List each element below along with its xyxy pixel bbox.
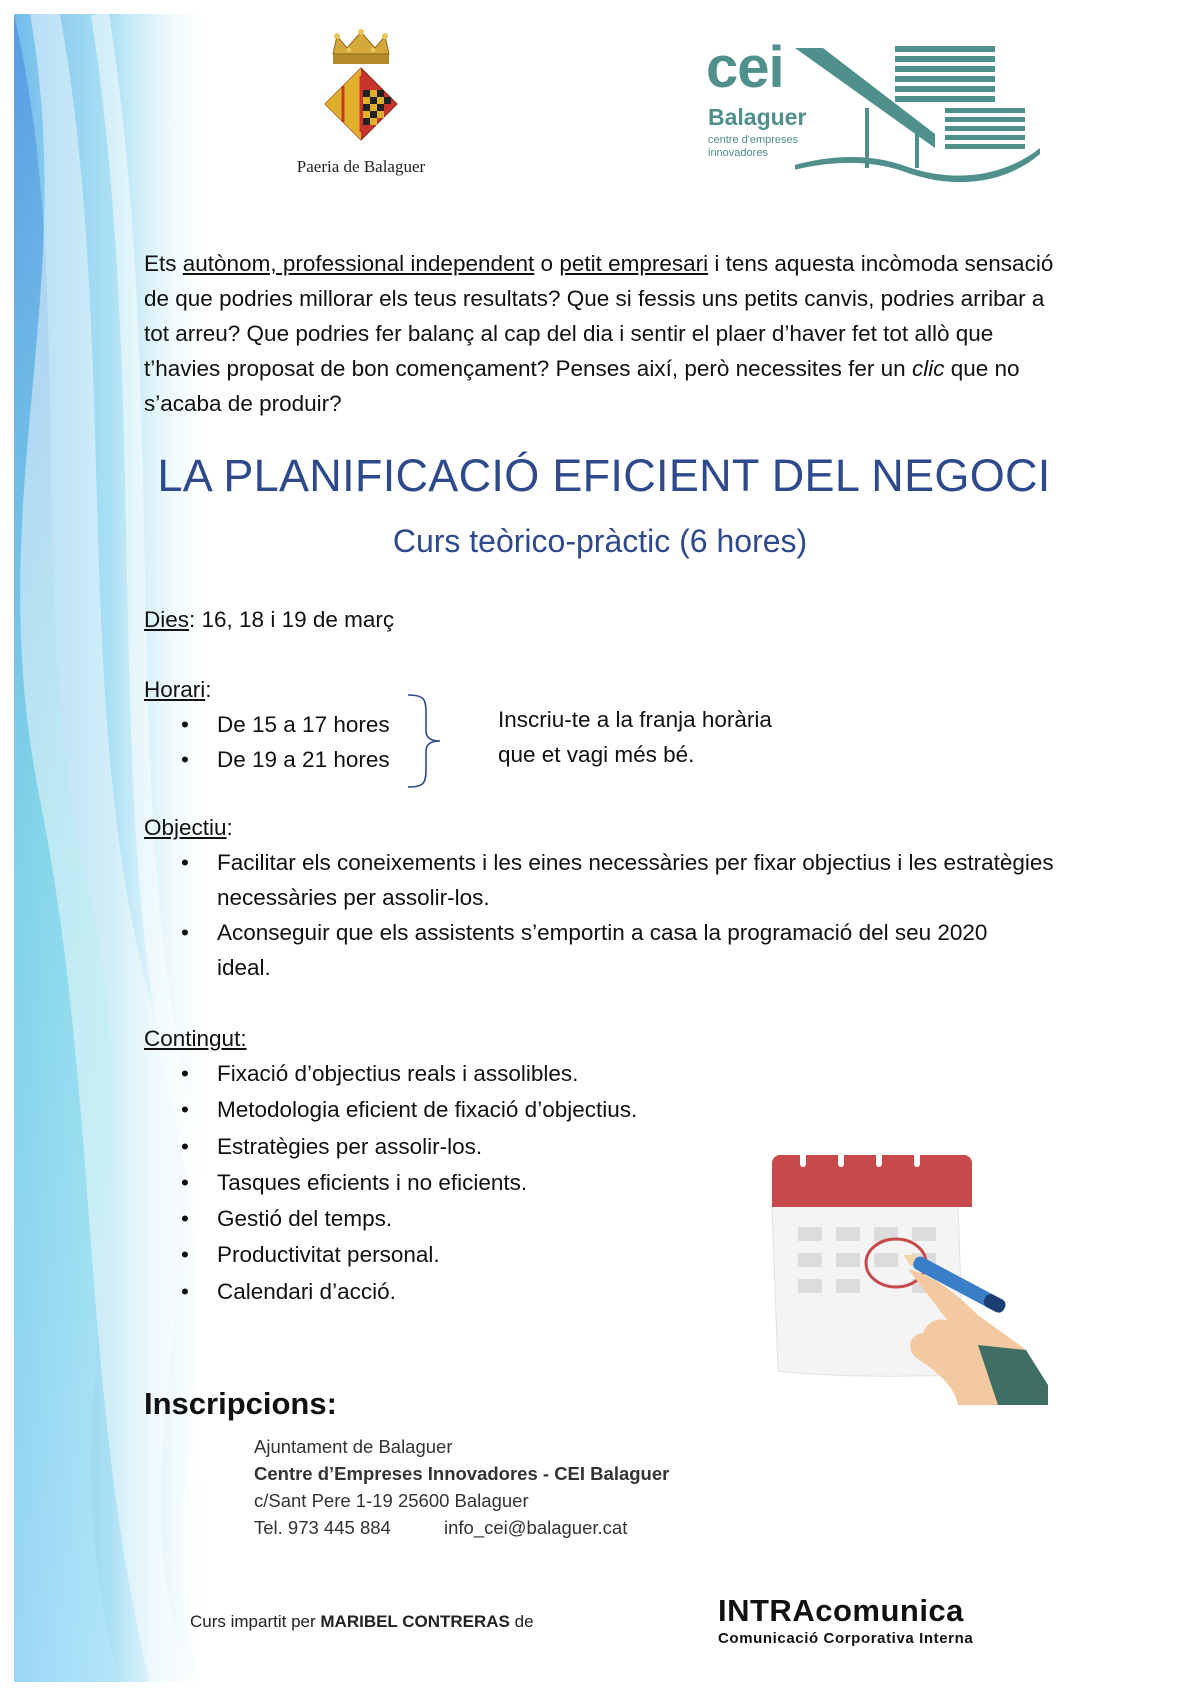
inscripcions-contact <box>254 1433 669 1541</box>
intro-text: que no s’acaba de produir? <box>144 356 1020 416</box>
list-item: • Facilitar els coneixements i les eines necessàries per fixar objectius i les estratègies necessàries per assolir-los. <box>144 845 1064 915</box>
objectiu-label: Objectiu <box>144 815 227 840</box>
paeria-logo <box>286 28 436 177</box>
cei-subtitle-line-1: centre d'empreses <box>708 134 799 146</box>
list-item: • Metodologia eficient de fixació d’objectius. <box>144 1092 637 1128</box>
intro-underline-autonom: autònom, professional independent <box>182 251 535 276</box>
contingut-list <box>144 1056 637 1310</box>
franja-note-line-1: Inscriu-te a la franja horària <box>498 707 772 732</box>
list-item: • Fixació d’objectius reals i assolibles. <box>144 1056 637 1092</box>
dies-label: Dies <box>144 607 190 632</box>
footer-credit-name: MARIBEL CONTRERAS <box>320 1612 510 1631</box>
coat-of-arms-icon <box>321 28 401 148</box>
footer-credit-prefix: Curs impartit per <box>190 1612 321 1631</box>
list-item: • Gestió del temps. <box>144 1201 637 1237</box>
inscripcions-phone-row <box>254 1514 669 1541</box>
list-item: • Productivitat personal. <box>144 1237 637 1273</box>
list-item: • Tasques eficients i no eficients. <box>144 1165 637 1201</box>
horari-list <box>144 707 390 777</box>
dies-section <box>144 602 394 637</box>
franja-note-line-2: que et vagi més bé. <box>498 742 695 767</box>
cei-word: cei <box>706 35 784 100</box>
inscripcions-email[interactable]: info_cei@balaguer.cat <box>444 1517 628 1538</box>
inscripcions-line-2: Centre d’Empreses Innovadores - CEI Balaguer <box>254 1463 670 1484</box>
inscripcions-address: c/Sant Pere 1-19 25600 Balaguer <box>254 1490 529 1511</box>
cei-city: Balaguer <box>708 104 807 130</box>
objectiu-section: Objectiu: • Facilitar els coneixements i les eines necessàries per fixar objectius i les estratègies necessàries per assolir-los. • Aconseguir que els assistents s’emportin a casa la programació del seu 2020 ideal. <box>144 810 1064 985</box>
right-brace-icon <box>406 693 446 789</box>
intro-paragraph <box>144 246 1064 421</box>
inscripcions-phone: Tel. 973 445 884 <box>254 1517 391 1538</box>
contingut-label: Contingut: <box>144 1026 247 1051</box>
list-item: • Calendari d’acció. <box>144 1274 637 1310</box>
horari-section: Horari: • De 15 a 17 hores • De 19 a 21 hores <box>144 672 390 777</box>
page-subtitle: Curs teòrico-pràctic (6 hores) <box>392 523 808 559</box>
building-icon <box>795 38 1040 188</box>
footer-credit <box>190 1612 534 1632</box>
franja-note <box>498 702 858 772</box>
list-item: • Aconseguir que els assistents s’emportin a casa la programació del seu 2020 ideal. <box>144 915 1064 985</box>
intro-underline-empresari: petit empresari <box>559 251 709 276</box>
cei-subtitle-line-2: innovadores <box>708 147 768 159</box>
paeria-name: Paeria de Balaguer <box>296 157 426 176</box>
intro-italic-clic: clic <box>911 356 945 381</box>
objectiu-list <box>144 845 1064 985</box>
inscripcions-title: Inscripcions: <box>144 1386 337 1421</box>
contingut-section <box>144 1021 637 1310</box>
list-item: • De 15 a 17 hores <box>144 707 390 742</box>
intracomunica-logo <box>718 1594 1018 1647</box>
cei-subtitle <box>708 134 798 160</box>
dies-value: : 16, 18 i 19 de març <box>189 607 395 632</box>
intro-text: o <box>534 251 560 276</box>
footer-credit-suffix: de <box>509 1612 534 1631</box>
intro-text: Ets <box>144 251 183 276</box>
intro-text: i tens aquesta incòmoda sensació de que podries millorar els teus resultats? Que si fessis uns petits canvis, podries arribar a tot arreu? Que podries fer balanç al cap del dia i sentir el plaer d’haver fet tot allò que t’havies proposat de bon començament? Penses així, però necessites fer un <box>144 251 1054 381</box>
list-item: • Estratègies per assolir-los. <box>144 1129 637 1165</box>
page-title: LA PLANIFICACIÓ EFICIENT DEL NEGOCI <box>157 450 1051 501</box>
intracomunica-name: INTRAcomunica <box>718 1593 964 1628</box>
list-item: • De 19 a 21 hores <box>144 742 390 777</box>
horari-label: Horari <box>144 677 206 702</box>
intracomunica-tagline: Comunicació Corporativa Interna <box>718 1630 974 1647</box>
inscripcions-line-1: Ajuntament de Balaguer <box>254 1436 453 1457</box>
calendar-icon <box>758 1145 1048 1405</box>
cei-logo <box>700 35 1040 188</box>
